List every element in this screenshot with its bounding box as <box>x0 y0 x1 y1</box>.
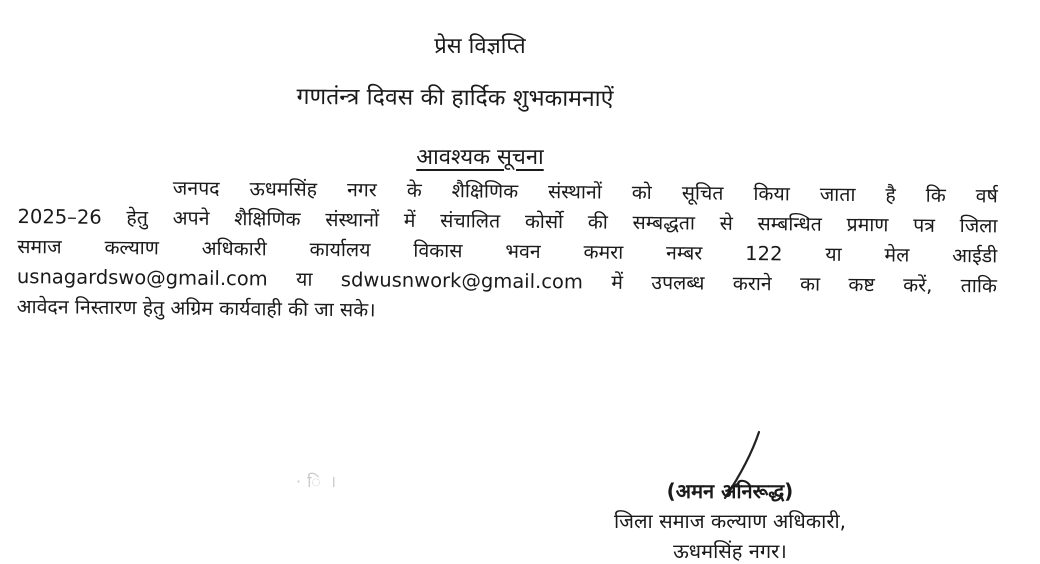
notice-title <box>0 141 1000 171</box>
body-line-1: जनपद ऊधमसिंह नगर के शैक्षिणिक संस्थानों को सूचित किया जाता है कि वर्ष <box>172 176 998 208</box>
signatory-designation: जिला समाज कल्याण अधिकारी, <box>613 509 847 533</box>
signatory-name: (अमन अनिरूद्ध) <box>666 479 794 503</box>
faded-stamp-mark: · ि । <box>296 472 339 491</box>
notice-body <box>17 172 998 331</box>
signatory-location: ऊधमसिंह नगर। <box>673 539 787 563</box>
notice-title-text: आवश्यक सूचना <box>416 145 544 170</box>
body-line-4: usnagardswo@gmail.com या sdwusnwork@gmail.com में उपलब्ध कराने का कष्ट करें, ताकि <box>16 264 998 298</box>
body-line-5: आवेदन निस्तारण हेतु अग्रिम कार्यवाही की जा सके। <box>16 294 376 322</box>
body-line-3: समाज कल्याण अधिकारी कार्यालय विकास भवन कमरा नम्बर 122 या मेल आईडी <box>17 234 998 268</box>
greeting-title: गणतंन्त्र दिवस की हार्दिक शुभकामनाऐं <box>296 83 614 113</box>
signature-block <box>560 476 900 564</box>
press-release-title: प्रेस विज्ञप्ति <box>434 34 526 59</box>
body-line-2: 2025–26 हेतु अपने शैक्षिणिक संस्थानों में संचालित कोर्सो की सम्बद्धता से सम्बन्धित प्रमाण पत्र जिला <box>17 204 998 238</box>
